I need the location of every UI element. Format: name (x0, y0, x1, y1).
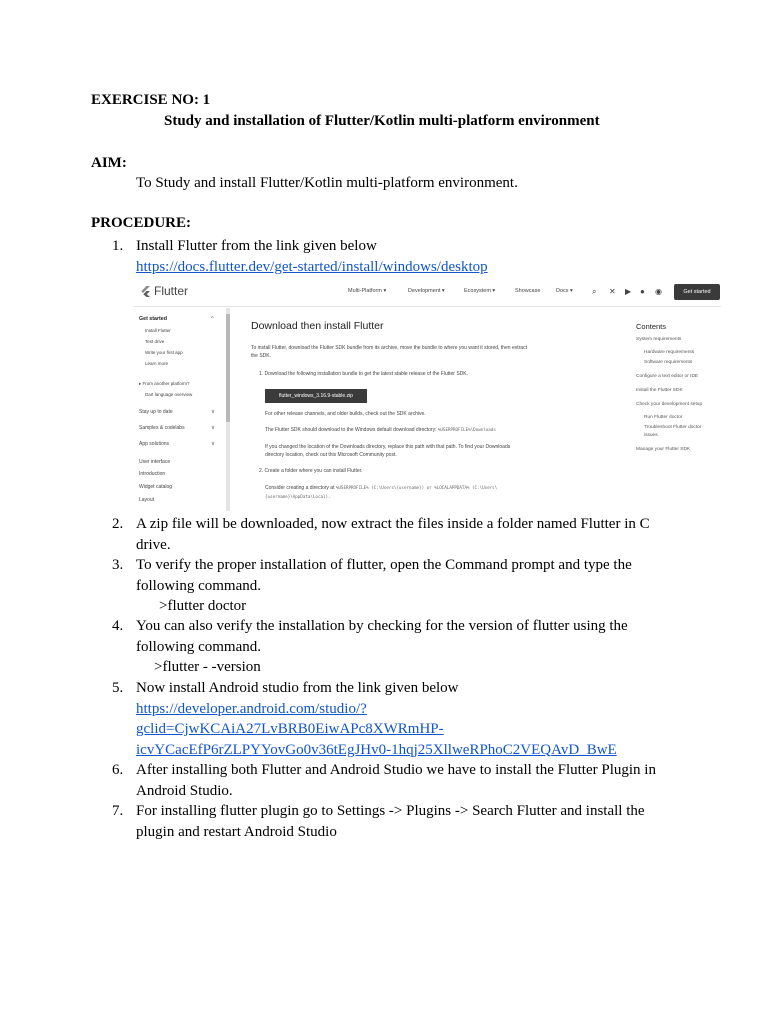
procedure-heading: PROCEDURE: (91, 215, 191, 231)
sidebar-item-first-app[interactable]: Write your first app (145, 350, 183, 355)
android-studio-link-line2[interactable]: gclid=CjwKCAiA27LvBRB0EiwAPc8XWRmHP- (136, 721, 444, 737)
sidebar-scrollbar[interactable] (226, 308, 230, 511)
docs-consider-path1: %USERPROFILE% (C:\Users\{username}) or %LOCALAPPDATA% (C:\Users\ (335, 485, 498, 490)
step-text-line2: plugin and restart Android Studio (136, 823, 337, 840)
docs-consider-line1 (265, 485, 497, 491)
docs-step-1: 1. Download the following installation bundle to get the latest stable release of the Flutter SDK. (259, 371, 469, 377)
docs-intro-line1: To install Flutter, download the Flutter SDK bundle from its archive, move the bundle to where you want it stored, then extract (251, 345, 527, 351)
toc-troubleshoot-doctor[interactable]: Troubleshoot Flutter doctor (644, 425, 702, 430)
toc-troubleshoot-issues[interactable]: issues (644, 433, 658, 438)
chevron-down-icon[interactable]: ∨ (211, 441, 216, 447)
docs-step-2: 2. Create a folder where you can install Flutter. (259, 468, 363, 474)
step-number: 3. (112, 557, 124, 573)
toc-hardware-requirements[interactable]: Hardware requirements (644, 350, 695, 355)
step-text-line1: For installing flutter plugin go to Settings -> Plugins -> Search Flutter and install the (136, 803, 645, 819)
chevron-up-icon[interactable]: ^ (211, 316, 214, 322)
get-started-button[interactable]: Get started (674, 284, 720, 300)
sidebar-item-layout[interactable]: Layout (139, 497, 155, 503)
aim-text: To Study and install Flutter/Kotlin multi-platform environment. (136, 175, 518, 191)
chevron-down-icon[interactable]: ∨ (211, 409, 216, 415)
contents-title: Contents (636, 322, 667, 331)
sidebar-item-test-drive[interactable]: Test drive (145, 339, 165, 344)
sidebar-section-app-solutions[interactable]: App solutions (139, 441, 170, 447)
flutter-docs-screenshot (133, 279, 721, 511)
step-number: 1. (112, 238, 124, 254)
step-text-line1: You can also verify the installation by checking for the version of flutter using the (136, 618, 628, 634)
step-text-line2: following command. (136, 638, 261, 655)
sidebar-item-dart-overview[interactable]: Dart language overview (145, 392, 193, 397)
sidebar-section-stay-up-to-date[interactable]: Stay up to date (139, 409, 173, 415)
docs-other-channels: For other release channels, and older builds, check out the SDK archive. (265, 411, 426, 417)
step-text: Now install Android studio from the link given below (136, 680, 459, 696)
docs-default-download (265, 427, 496, 433)
step-text-line1: To verify the proper installation of flutter, open the Command prompt and type the (136, 557, 632, 573)
docs-sidebar (133, 308, 225, 511)
step-text-line2: Android Studio. (136, 782, 233, 799)
download-zip-button[interactable]: flutter_windows_3.16.9-stable.zip (265, 389, 367, 403)
chevron-down-icon[interactable]: ∨ (211, 425, 216, 431)
sidebar-section-user-interface[interactable]: User interface (139, 459, 171, 465)
medium-icon[interactable]: ● (640, 287, 645, 296)
exercise-heading: EXERCISE NO: 1 (91, 92, 211, 108)
nav-development[interactable]: Development ▾ (408, 288, 445, 294)
android-studio-link-line3[interactable]: icvYCacEfP6rZLPYYovGo0v36tEgJHv0-1hqj25XllweRPhoC2VEQAvD_BwE (136, 741, 617, 758)
flutter-doctor-command: >flutter doctor (159, 598, 247, 614)
youtube-icon[interactable]: ▶ (625, 287, 632, 296)
aim-heading: AIM: (91, 155, 127, 171)
nav-docs[interactable]: Docs ▾ (556, 288, 573, 294)
procedure-step-7 (112, 801, 672, 842)
flutter-logo (141, 284, 188, 298)
procedure-step-4 (112, 616, 672, 678)
search-icon[interactable]: ⌕ (592, 287, 597, 296)
docs-page-title: Download then install Flutter (251, 320, 384, 332)
scrollbar-thumb[interactable] (226, 314, 230, 422)
procedure-step-5 (112, 678, 672, 760)
flutter-install-link[interactable]: https://docs.flutter.dev/get-started/install/windows/desktop (136, 258, 488, 275)
toc-configure-editor[interactable]: Configure a text editor or IDE (636, 374, 699, 379)
sidebar-section-samples[interactable]: Samples & codelabs (139, 425, 185, 431)
procedure-step-1 (112, 236, 672, 277)
x-icon[interactable]: ✕ (609, 287, 616, 296)
exercise-title: Study and installation of Flutter/Kotlin multi-platform environment (164, 113, 600, 129)
step-text: Install Flutter from the link given below (136, 238, 377, 254)
docs-intro-line2: the SDK. (251, 353, 272, 359)
step-text-line1: After installing both Flutter and Android Studio we have to install the Flutter Plugin in (136, 762, 656, 778)
toc-manage-sdk[interactable]: Manage your Flutter SDK (636, 447, 691, 452)
docs-consider-path2: {username}\AppData\Local). (265, 494, 331, 499)
sidebar-section-get-started[interactable]: Get started (139, 316, 167, 322)
step-text-line1: A zip file will be downloaded, now extract the files inside a folder named Flutter in C (136, 516, 650, 532)
sidebar-item-learn-more[interactable]: Learn more (145, 361, 169, 366)
android-studio-link-line1[interactable]: https://developer.android.com/studio/? (136, 700, 367, 717)
step-text-line2: following command. (136, 577, 261, 594)
docs-changed-line1: If you changed the location of the Downloads directory, replace this path with that path. To find your Downloads (265, 444, 511, 450)
nav-showcase[interactable]: Showcase (515, 288, 541, 294)
docs-consider-text: Consider creating a directory at (265, 485, 335, 491)
docs-topbar (133, 279, 721, 307)
nav-multi-platform[interactable]: Multi-Platform ▾ (348, 288, 387, 294)
toc-software-requirements[interactable]: Software requirements (644, 360, 693, 365)
flutter-brand-text: Flutter (154, 284, 189, 298)
flutter-version-command: >flutter - -version (154, 659, 261, 675)
step-number: 5. (112, 680, 124, 696)
procedure-step-6 (112, 760, 672, 801)
step-text-line2: drive. (136, 536, 171, 553)
sidebar-item-install-flutter[interactable]: Install Flutter (145, 328, 171, 333)
step-number: 6. (112, 762, 124, 778)
sidebar-item-from-another-platform-label: From another platform? (142, 381, 190, 386)
procedure-step-3 (112, 555, 672, 617)
docs-changed-line2: directory location, check out this Microsoft Community post. (265, 452, 397, 458)
sidebar-item-from-another-platform[interactable]: ▸ From another platform? (139, 381, 190, 386)
step-number: 2. (112, 516, 124, 532)
docs-default-path: %USERPROFILE%\Downloads (437, 427, 496, 432)
docs-main-content (251, 308, 611, 511)
toc-system-requirements[interactable]: System requirements (636, 337, 682, 342)
procedure-step-2 (112, 514, 672, 555)
toc-install-sdk[interactable]: Install the Flutter SDK (636, 388, 683, 393)
sidebar-item-widget-catalog[interactable]: Widget catalog (139, 484, 173, 490)
toc-run-doctor[interactable]: Run Flutter doctor (644, 415, 683, 420)
nav-ecosystem[interactable]: Ecosystem ▾ (464, 288, 496, 294)
step-number: 4. (112, 618, 124, 634)
github-icon[interactable]: ◉ (655, 287, 662, 296)
docs-default-download-text: The Flutter SDK should download to the Windows default download directory: (265, 427, 437, 433)
step-number: 7. (112, 803, 124, 819)
sidebar-item-introduction[interactable]: Introduction (139, 471, 166, 477)
toc-check-setup[interactable]: Check your development setup (636, 402, 703, 407)
flutter-logo-icon (141, 286, 150, 297)
